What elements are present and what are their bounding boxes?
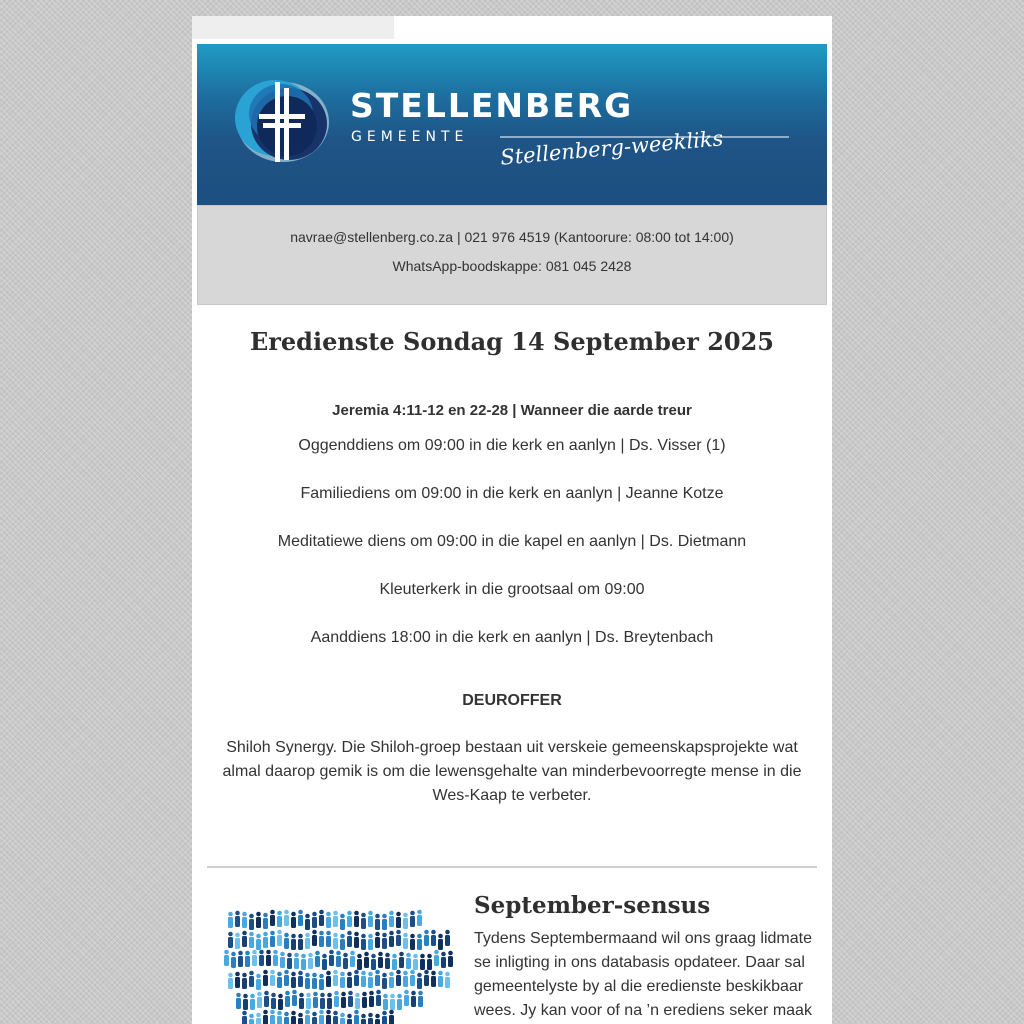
contact-email-phone[interactable]: navrae@stellenberg.co.za | 021 976 4519 (Kantoorure: 08:00 tot 14:00) <box>290 229 734 245</box>
contact-whatsapp: WhatsApp-boodskappe: 081 045 2428 <box>392 258 632 274</box>
newsletter-script-title: Stellenberg-weekliks <box>499 126 725 170</box>
census-title: September-sensus <box>474 892 711 919</box>
service-item: Familiediens om 09:00 in die kerk en aanlyn | Jeanne Kotze <box>300 485 724 502</box>
newsletter-page <box>192 16 832 1024</box>
offering-heading: DEUROFFER <box>462 692 562 709</box>
service-item: Kleuterkerk in die grootsaal om 09:00 <box>379 581 645 598</box>
brand-subtitle: GEMEENTE <box>351 129 469 145</box>
contact-box <box>197 205 827 305</box>
services-title: Eredienste Sondag 14 September 2025 <box>249 327 775 356</box>
cross-logo-icon <box>235 80 329 162</box>
service-item: Meditatiewe diens om 09:00 in die kapel en aanlyn | Ds. Dietmann <box>277 533 747 550</box>
header-banner <box>197 44 827 205</box>
offering-text: Shiloh Synergy. Die Shiloh-groep bestaan uit verskeie gemeenskapsprojekte wat almal daarop gemik is om die lewensgehalte van minderbevoorregte mense in die Wes-Kaap te verbeter. <box>222 739 802 804</box>
brand-name: STELLENBERG <box>350 86 634 125</box>
scripture-reading: Jeremia 4:11-12 en 22-28 | Wanneer die aarde treur <box>332 402 692 419</box>
service-item: Aanddiens 18:00 in die kerk en aanlyn | Ds. Breytenbach <box>310 629 714 646</box>
section-divider <box>207 866 817 868</box>
people-crowd-icon <box>222 904 457 1024</box>
service-item: Oggenddiens om 09:00 in die kerk en aanlyn | Ds. Visser (1) <box>298 437 726 454</box>
census-text: Tydens Septembermaand wil ons graag lidmate se inligting in ons databasis opdateer. Daar sal gemeentelyste by al die eredienste beskikbaar wees. Jy kan voor of na ’n erediens seker maak <box>474 930 812 1019</box>
preheader-bar <box>192 16 394 39</box>
